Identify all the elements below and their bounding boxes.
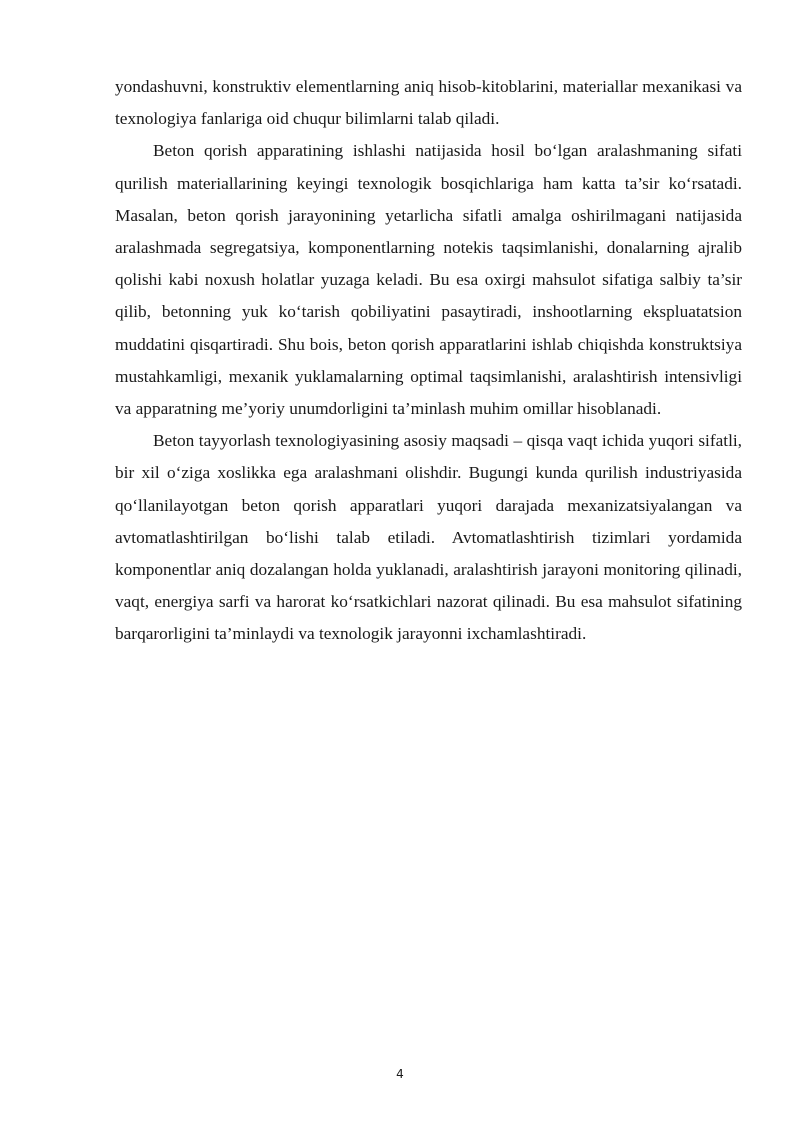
- paragraph-3: Beton tayyorlash texnologiyasining asosiy maqsadi – qisqa vaqt ichida yuqori sifatli, bir xil o‘ziga xoslikka ega aralashmani olishdir. Bugungi kunda qurilish industriyasida qo‘llanilayotgan beton qorish apparatlari yuqori darajada mexanizatsiyalangan va avtomatlashtirilgan bo‘lishi talab etiladi. Avtomatlashtirish tizimlari yordamida komponentlar aniq dozalangan holda yuklanadi, aralashtirish jarayoni monitoring qilinadi, vaqt, energiya sarfi va harorat ko‘rsatkichlari nazorat qilinadi. Bu esa mahsulot sifatining barqarorligini ta’minlaydi va texnologik jarayonni ixchamlashtiradi.: [115, 431, 742, 644]
- paragraph-1: yondashuvni, konstruktiv elementlarning aniq hisob-kitoblarini, materiallar mexanikasi va texnologiya fanlariga oid chuqur bilimlarni talab qiladi.: [115, 77, 742, 129]
- page-number: 4: [396, 1067, 404, 1081]
- paragraph-2: Beton qorish apparatining ishlashi natijasida hosil bo‘lgan aralashmaning sifati qurilish materiallarining keyingi texnologik bosqichlariga ham katta ta’sir ko‘rsatadi. Masalan, beton qorish jarayonining yetarlicha sifatli amalga oshirilmagani natijasida aralashmada segregatsiya, komponentlarning notekis taqsimlanishi, donalarning ajralib qolishi kabi noxush holatlar yuzaga keladi. Bu esa oxirgi mahsulot sifatiga salbiy ta’sir qilib, betonning yuk ko‘tarish qobiliyatini pasaytiradi, inshootlarning ekspluatatsion muddatini qisqartiradi. Shu bois, beton qorish apparatlarini ishlab chiqishda konstruktsiya mustahkamligi, mexanik yuklamalarning optimal taqsimlanishi, aralashtirish intensivligi va apparatning me’yoriy unumdorligini ta’minlash muhim omillar hisoblanadi.: [115, 141, 742, 419]
- body-text: [115, 71, 742, 651]
